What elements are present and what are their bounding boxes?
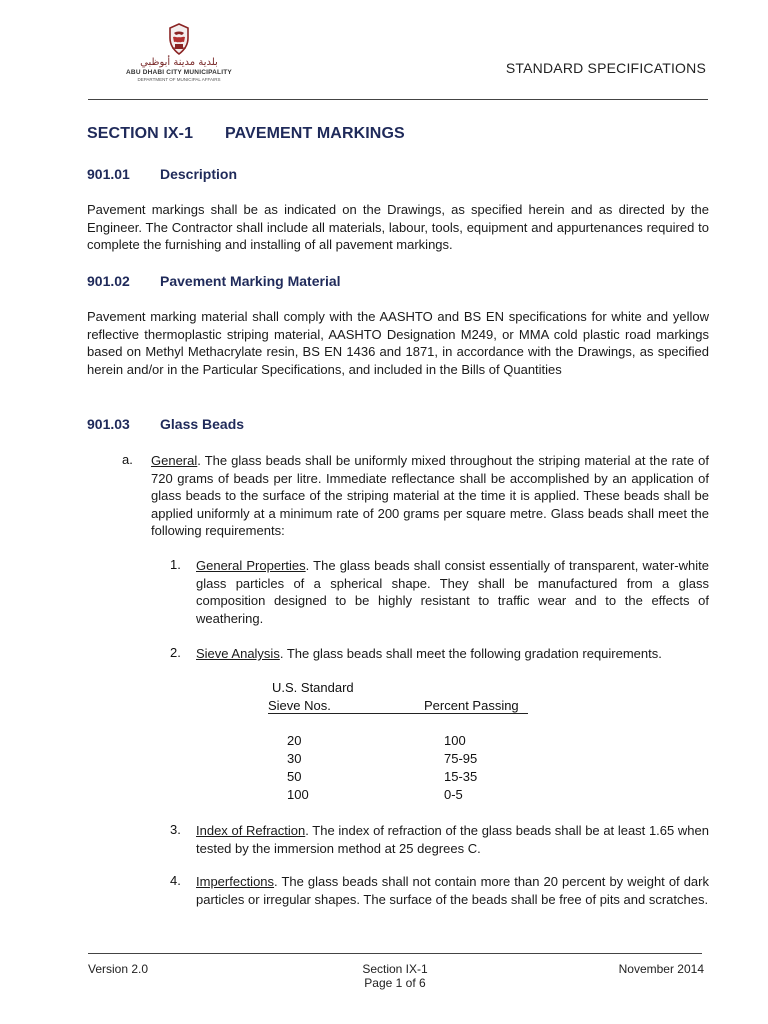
footer-divider: [88, 953, 702, 954]
sieve-table-header-underline: [268, 713, 528, 714]
list-marker-3: 3.: [170, 822, 181, 837]
item-text: . The glass beads shall consist essentially of transparent, water-white glass particles of a spherical shape. They shall be manufactured from a glass composition designed to be highly resistant to traffic wear and to the effects of weathering.: [196, 558, 709, 626]
logo-arabic-text: بلدية مدينة أبوظبي: [140, 57, 218, 68]
list-item-imperfections: [196, 873, 709, 908]
list-marker-4: 4.: [170, 873, 181, 888]
list-item-sieve-analysis: [196, 645, 709, 663]
sieve-table-header-line1: U.S. Standard: [272, 680, 354, 695]
item-text: . The glass beads shall not contain more than 20 percent by weight of dark particles or irregular shapes. The surface of the beads shall be free of pits and scratches.: [196, 874, 709, 907]
heading-901-01: [87, 166, 237, 182]
sieve-table-cell: 20: [287, 733, 302, 748]
item-text: . The glass beads shall meet the following gradation requirements.: [279, 646, 662, 661]
paragraph-marking-material: Pavement marking material shall comply with the AASHTO and BS EN specifications for white and yellow reflective thermoplastic striping material, AASHTO Designation M249, or MMA cold plastic road markings based on Methyl Methacrylate resin, BS EN 1436 and 1871, in accordance with the Drawings, as specified herein and/or in the Particular Specifications, and included in the Bills of Quantities: [87, 309, 709, 377]
footer-version: Version 2.0: [88, 962, 149, 976]
heading-title: Glass Beads: [160, 416, 245, 432]
heading-901-02: [87, 273, 341, 289]
list-item-index-of-refraction: [196, 822, 709, 857]
item-text: . The index of refraction of the glass beads shall be at least 1.65 when tested by the immersion method at 25 degrees C.: [196, 823, 709, 856]
item-heading: General: [151, 453, 198, 468]
list-item-general: [151, 452, 709, 540]
footer-date: November 2014: [618, 962, 704, 976]
footer-page-number: Page 1 of 6: [364, 976, 426, 990]
sieve-table-col2-header: Percent Passing: [424, 698, 519, 713]
falcon-emblem-icon: [162, 22, 196, 56]
list-marker-1: 1.: [170, 557, 181, 572]
sieve-table-cell: 50: [287, 769, 302, 784]
sieve-table-cell: 75-95: [444, 751, 478, 766]
section-title: [87, 125, 405, 143]
sieve-table-cell: 15-35: [444, 769, 478, 784]
item-heading: Index of Refraction: [196, 823, 306, 838]
header-title: STANDARD SPECIFICATIONS: [505, 60, 706, 76]
item-heading: General Properties: [196, 558, 306, 573]
logo-subtitle-text: DEPARTMENT OF MUNICIPAL AFFAIRS: [137, 77, 221, 82]
item-heading: Sieve Analysis: [196, 646, 280, 661]
item-heading: Imperfections: [196, 874, 275, 889]
heading-number: 901.01: [87, 166, 130, 182]
list-marker-2: 2.: [170, 645, 181, 660]
heading-number: 901.03: [87, 416, 130, 432]
sieve-table-cell: 30: [287, 751, 302, 766]
municipality-logo: [104, 22, 254, 94]
section-name: PAVEMENT MARKINGS: [225, 125, 405, 142]
sieve-table-col1-header: Sieve Nos.: [268, 698, 331, 713]
logo-english-text: ABU DHABI CITY MUNICIPALITY: [126, 69, 232, 76]
sieve-table-cell: 100: [287, 787, 309, 802]
heading-number: 901.02: [87, 273, 130, 289]
sieve-table-cell: 0-5: [444, 787, 463, 802]
sieve-table-cell: 100: [444, 733, 466, 748]
item-text: . The glass beads shall be uniformly mixed throughout the striping material at the rate of 720 grams of beads per litre. Immediate reflectance shall be accomplished by an application of glass beads to the surface of the striping material at the time it is applied. These beads shall be applied uniformly at a minimum rate of 200 grams per square metre. Glass beads shall meet the following requirements:: [151, 453, 709, 538]
heading-title: Description: [160, 166, 238, 182]
header-divider: [88, 99, 708, 100]
paragraph-description: Pavement markings shall be as indicated on the Drawings, as specified herein and as directed by the Engineer. The Contractor shall include all materials, labour, tools, equipment and appurtenances required to complete the furnishing and installing of all pavement markings.: [87, 202, 709, 252]
footer-section: Section IX-1: [362, 962, 428, 976]
list-item-general-properties: [196, 557, 709, 627]
heading-901-03: [87, 416, 244, 432]
list-marker-a: a.: [122, 452, 133, 467]
footer-section-page: [330, 962, 460, 990]
section-number: SECTION IX-1: [87, 125, 194, 142]
heading-title: Pavement Marking Material: [160, 273, 341, 289]
